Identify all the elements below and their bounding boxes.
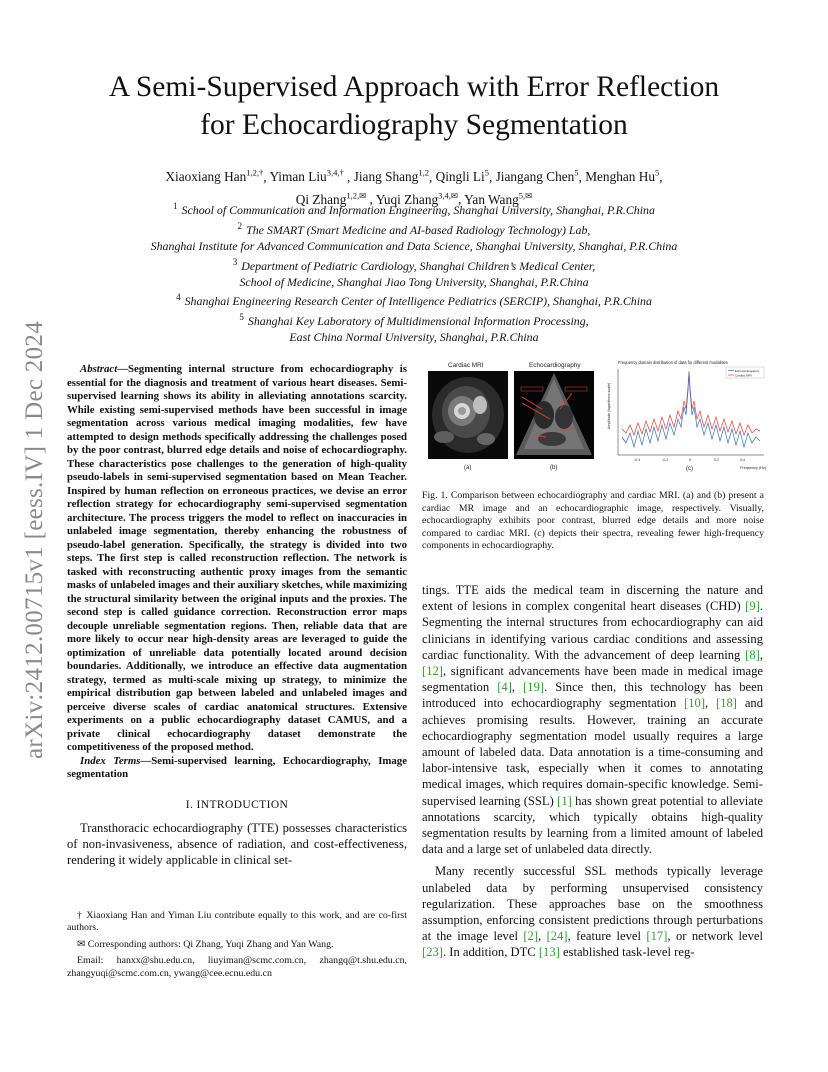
panel-b-label: (b) [550, 465, 558, 471]
index-terms [67, 755, 407, 782]
affiliation-line: East China Normal University, Shanghai, P.R.China [289, 330, 539, 345]
index-terms-lead: Index Terms [80, 754, 141, 767]
citation-link[interactable]: [4] [497, 680, 512, 695]
affiliation-line: $^2$ The SMART (Smart Medicine and AI-based Radiology Technology) Lab, [237, 220, 591, 237]
footnotes [67, 910, 407, 984]
author: Menghan Hu$^5$ [585, 168, 660, 185]
citation-link[interactable]: [13] [538, 945, 560, 960]
x-tick: 0 [689, 458, 691, 462]
author: Qingli Li$^5$ [435, 168, 489, 185]
label-echocardiography: Echocardiography [529, 362, 581, 369]
index-terms-text: —Semi-supervised learning, Echocardiography, Image segmentation [67, 754, 407, 780]
citation-link[interactable]: [12] [422, 664, 443, 679]
x-tick: 0.4 [740, 458, 745, 462]
paper-title [60, 68, 768, 144]
citation-link[interactable]: [1] [557, 793, 572, 808]
footnote-corresponding: ✉ Corresponding authors: Qi Zhang, Yuqi Zhang and Yan Wang. [77, 938, 334, 950]
citation-link[interactable]: [17] [646, 929, 668, 944]
y-axis-label: Amplitude (logarithmic scale) [607, 382, 611, 429]
legend-echo: Echocardiography [735, 368, 760, 373]
intro-paragraph-1: Transthoracic echocardiography (TTE) possesses characteristics of non-invasiveness, absence of radiation, and cost-effectiveness, rendering it widely applicable in clinical set- [67, 820, 407, 867]
citation-link[interactable]: [23] [422, 945, 443, 960]
affiliation-line: $^5$ Shanghai Key Laboratory of Multidimensional Information Processing, [239, 312, 589, 329]
author: Jiang Shang$^{1,2}$ [353, 168, 429, 185]
abstract-text: —Segmenting internal structure from echocardiography is essential for the diagnosis and treatment of various heart diseases. Semi-supervised learning shows its ability in alleviating annotations scarcity. While existing semi-supervised methods have been successful in image segmentation across various medical imaging modalities, few have attempted to design methods specifically addressing the challenges posed by the poor contrast, blurred edge details and noise of echocardiography. These characteristics pose challenges to the generation of high-quality pseudo-labels in semi-supervised segmentation based on Mean Teacher. Inspired by human reflection on erroneous practices, we devise an error reflection strategy for echocardiography semi-supervised segmentation architecture. The process triggers the model to reflect on inaccuracies in unlabeled image segmentation, thereby enhancing the robustness of pseudo-label generation. Specifically, the strategy is divided into two steps. The first step is called reconstruction reflection. The network is tasked with reconstructing authentic proxy images from the semantic masks of unlabeled images and their auxiliary sketches, while maximizing the structural similarity between the original inputs and the proxies. The second step is called guidance correction. Reconstruction error maps decouple unreliable segmentation regions. Then, reliable data that are more likely to occur near high-density areas are leveraged to guide the optimization of unreliable data potentially located around decision boundaries. Additionally, we introduce an effective data augmentation strategy, termed as multi-scale mixing up strategy, to minimize the empirical distribution gap between labeled and unlabeled images and perceive diverse scales of cardiac anatomical structures. Extensive experiments on a public echocardiography dataset CAMUS, and a private clinical echocardiography dataset demonstrate the competitiveness of the proposed method. [67, 363, 407, 753]
legend-mri: Cardiac MRI [735, 373, 752, 378]
affiliation-line: $^1$ School of Communication and Information Engineering, Shanghai University, Shanghai, P.R.China [173, 201, 655, 217]
arxiv-id-text: arXiv:2412.00715v1 [eess.IV] 1 Dec 2024 [21, 321, 48, 759]
panel-a-label: (a) [464, 465, 472, 471]
footnote-email: Email: hanxx@shu.edu.cn, liuyiman@scmc.com.cn, zhangq@t.shu.edu.cn, zhangyuqi@scmc.com.cn, ywang@cee.ecnu.edu.cn [67, 955, 407, 979]
title-line-1: A Semi-Supervised Approach with Error Reflection [108, 71, 720, 103]
citation-link[interactable]: [24] [546, 929, 568, 944]
figure-1-graphic [422, 357, 766, 475]
affiliation-line: $^4$ Shanghai Engineering Research Center of Intelligence Pediatrics (SERCIP), Shanghai, P.R.China [176, 292, 652, 309]
author: Yuqi Zhang$^{3,4,✉}$ [375, 190, 458, 207]
intro-paragraph-1-continued: tings. TTE aids the medical team in discerning the nature and extent of lesions in complex congenital heart diseases (CHD) [9]. Segmenting the internal structures from echocardiography can aid clinicians in identifying various cardiac conditions and assessing cardiac functionality. With the advancement of deep learning [8], [12], significant advancements have been made in medical image segmentation [4], [19]. Since then, this technology has been introduced into echocardiography segmentation [10], [18] and achieves promising results. However, training an accurate echocardiography segmentation model usually requires a large amount of labeled data. Data annotation is a time-consuming and labor-intensive task, especially when it comes to annotating medical images, which requires domain-specific knowledge. Semi-supervised learning (SSL) [1] has shown great potential to alleviate annotations scarcity, which typically obtains high-quality segmentation results by learning from a limited amount of labeled data and a large set of unlabeled data directly. [422, 583, 763, 857]
right-column [422, 582, 763, 961]
affiliation-line: $^3$ Department of Pediatric Cardiology, Shanghai Children’s Medical Center, [232, 256, 596, 273]
cardiac-mri-image [428, 371, 508, 459]
citation-link[interactable]: [10] [684, 696, 706, 711]
citation-link[interactable]: [18] [716, 696, 737, 711]
affiliation-line: Shanghai Institute for Advanced Communication and Data Science, Shanghai University, Shanghai, P.R.China [150, 238, 678, 253]
arxiv-identifier [18, 290, 52, 790]
citation-link[interactable]: [2] [523, 929, 539, 944]
abstract-lead: Abstract [80, 363, 118, 375]
author-list: Xiaoxiang Han$^{1,2,\dagger}$, Yiman Liu$^{3,4,\dagger}$ , Jiang Shang$^{1,2}$, Qingli Li$^5$, Jiangang Chen$^5$, Menghan Hu$^5$, Qi Zhang$^{1,2,✉}$ , Yuqi Zhang$^{3,4,✉}$, Yan Wang$^{5,✉}$ [165, 168, 663, 207]
author: Jiangang Chen$^5$ [495, 168, 579, 185]
figure-1 [422, 357, 766, 475]
x-tick: -0.2 [662, 458, 669, 462]
citation-link[interactable]: [8] [745, 647, 760, 662]
echo-spectrum-line [622, 373, 760, 447]
chart-title: Frequency domain distribution of data for different modalities [618, 360, 728, 365]
affiliation-line: School of Medicine, Shanghai Jiao Tong University, Shanghai, P.R.China [239, 274, 589, 289]
author: Xiaoxiang Han$^{1,2,\dagger}$ [165, 168, 264, 185]
spectrum-chart [607, 360, 766, 472]
citation-link[interactable]: [19] [523, 680, 545, 695]
section-heading: I. INTRODUCTION [185, 798, 289, 811]
figure-1-caption: Fig. 1. Comparison between echocardiography and cardiac MRI. (a) and (b) present a cardiac MR image and an echocardiographic image, respectively. Visually, echocardiography exhibits poor contrast, blurred edge details and more noise compared to cardiac MRI. (c) depicts their spectra, revealing fewer high-frequency components in echocardiography. [422, 490, 764, 551]
label-cardiac-mri: Cardiac MRI [448, 362, 484, 369]
footnote-equal-contribution: † Xiaoxiang Han and Yiman Liu contribute equally to this work, and are co-first authors. [67, 910, 407, 934]
title-line-2: for Echocardiography Segmentation [200, 109, 628, 141]
author: Yiman Liu$^{3,4,\dagger}$ [269, 168, 344, 185]
x-tick: -0.4 [634, 458, 641, 462]
x-axis-label: Frequency (Hz) [740, 466, 766, 470]
left-column [67, 363, 407, 868]
author: Qi Zhang$^{1,2,✉}$ [295, 190, 367, 207]
citation-link[interactable]: [9] [745, 599, 760, 614]
abstract [67, 363, 407, 755]
x-tick: 0.2 [714, 458, 719, 462]
echocardiography-image [514, 371, 594, 459]
chart-legend [726, 367, 764, 378]
panel-c-label: (c) [686, 466, 693, 472]
intro-paragraph-2: Many recently successful SSL methods typically leverage unlabeled data by performing unsupervised consistency regularization. These approaches base on the smoothness assumption, enforcing consistent predictions through perturbations at the image level [2], [24], feature level [17], or network level [23]. In addition, DTC [13] established task-level reg- [422, 864, 763, 960]
affiliations [70, 199, 758, 346]
author: Yan Wang$^{5,✉}$ [464, 190, 533, 207]
